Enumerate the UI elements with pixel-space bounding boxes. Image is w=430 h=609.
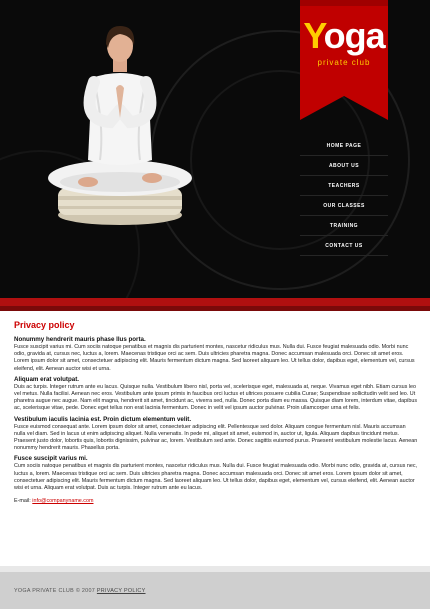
logo-subtitle: private club (317, 58, 371, 67)
privacy-policy-link[interactable]: PRIVACY POLICY (96, 588, 146, 594)
nav-teachers[interactable]: TEACHERS (300, 176, 388, 196)
section-body: Cum sociis natoque penatibus et magnis dis parturient montes, nascetur ridiculus mus. Nulla dui. Fusce feugiat malesuada odio. Morbi nunc odio, gravida at, cursus nec, luctus a, lorem. Maecenas tristique orci ac sem. Duis ultricies pharetra magna. Donec accumsan malesuada orci. Donec sit amet eros. Lorem ipsum dolor sit amet, consectetuer adipiscing elit. Mauris fermentum dictum magna. Sed laoreet aliquam leo. Ut tellus dolor, dapibus eget, elementum vel, cursus eleifend, elit. Aenean auctor wisi et urna. Aliquam erat volutpat. Duis ac turpis. Integer rutrum ante eu lacus. (14, 463, 418, 492)
nav-contact-us[interactable]: CONTACT US (300, 236, 388, 256)
email-row (14, 498, 418, 505)
section-body: Duis ac turpis. Integer rutrum ante eu lacus. Quisque nulla. Vestibulum libero nisl, porta vel, scelerisque eget, malesuada at, neque. Vivamus eget nibh. Etiam cursus leo vel metus. Nulla facilisi. Aenean nec eros. Vestibulum ante ipsum primis in faucibus orci luctus et ultrices posuere cubilia Curae; Suspendisse sollicitudin velit sed leo. Ut pharetra augue nec augue. Nam elit magna, hendrerit sit amet, tincidunt ac, viverra sed, nulla. Donec porta diam eu massa. Quisque diam lorem, interdum vitae, dapibus ac, scelerisque vitae, pede. Donec eget tellus non erat lacinia fermentum. Donec in velit vel ipsum auctor pulvinar. Proin ullamcorper urna et felis. (14, 383, 418, 412)
header (0, 0, 430, 298)
section-body: Fusce suscipit varius mi. Cum sociis natoque penatibus et magnis dis parturient montes, nascetur ridiculus mus. Nulla dui. Fusce feugiat malesuada odio. Morbi nunc odio, gravida at, cursus nec, luctus a, lorem. Maecenas tristique orci ac sem. Duis ultricies pharetra magna. Donec accumsan malesuada orci. Donec sit amet eros. Lorem ipsum dolor sit amet, consectetuer adipiscing elit. Mauris fermentum dictum magna. Sed laoreet aliquam leo. Ut tellus dolor, dapibus eget, elementum vel, cursus eleifend, elit. Aenean auctor wisi et urna. (14, 344, 415, 372)
section-heading: Aliquam erat volutpat. (14, 375, 79, 383)
nav-our-classes[interactable]: OUR CLASSES (300, 196, 388, 216)
logo-text[interactable]: Yoga (303, 15, 385, 56)
footer-copyright: YOGA PRIVATE CLUB © 2007 (14, 588, 97, 594)
yoga-figure-image (40, 10, 200, 235)
nav-home-page[interactable]: HOME PAGE (300, 136, 388, 156)
main-content (14, 320, 418, 505)
section-heading: Vestibulum iaculis lacinia est. Proin dictum elementum velit. (14, 415, 192, 423)
nav-training[interactable]: TRAINING (300, 216, 388, 236)
footer (0, 566, 430, 609)
footer-text (14, 588, 146, 594)
main-nav (300, 136, 388, 256)
section-heading: Fusce suscipit varius mi. (14, 455, 88, 463)
section-heading: Nonummy hendrerit mauris phase llus porta. (14, 336, 146, 343)
header-red-band-shadow (0, 306, 430, 311)
page-title: Privacy policy (14, 320, 75, 330)
email-link[interactable]: info@companyname.com (32, 498, 94, 505)
nav-about-us[interactable]: ABOUT US (300, 156, 388, 176)
section-body: Fusce euismod consequat ante. Lorem ipsum dolor sit amet, consectetuer adipiscing elit. Pellentesque sed dolor. Aliquam congue fermentum nisl. Mauris accumsan nulla vel diam. Sed in lacus ut enim adipiscing aliquet. Nulla venenatis. In pede mi, aliquet sit amet, euismod in, auctor ut, ligula. Aliquam dapibus tincidunt metus. Praesent justo dolor, lobortis quis, lobortis dignissim, pulvinar ac, lorem. Vestibulum sed ante. Donec sagittis euismod purus. Praesent vestibulum molestie lacus. Aenean nonummy hendrerit mauris. Phasellus porta. (14, 423, 418, 452)
email-label: E-mail: (14, 498, 33, 505)
